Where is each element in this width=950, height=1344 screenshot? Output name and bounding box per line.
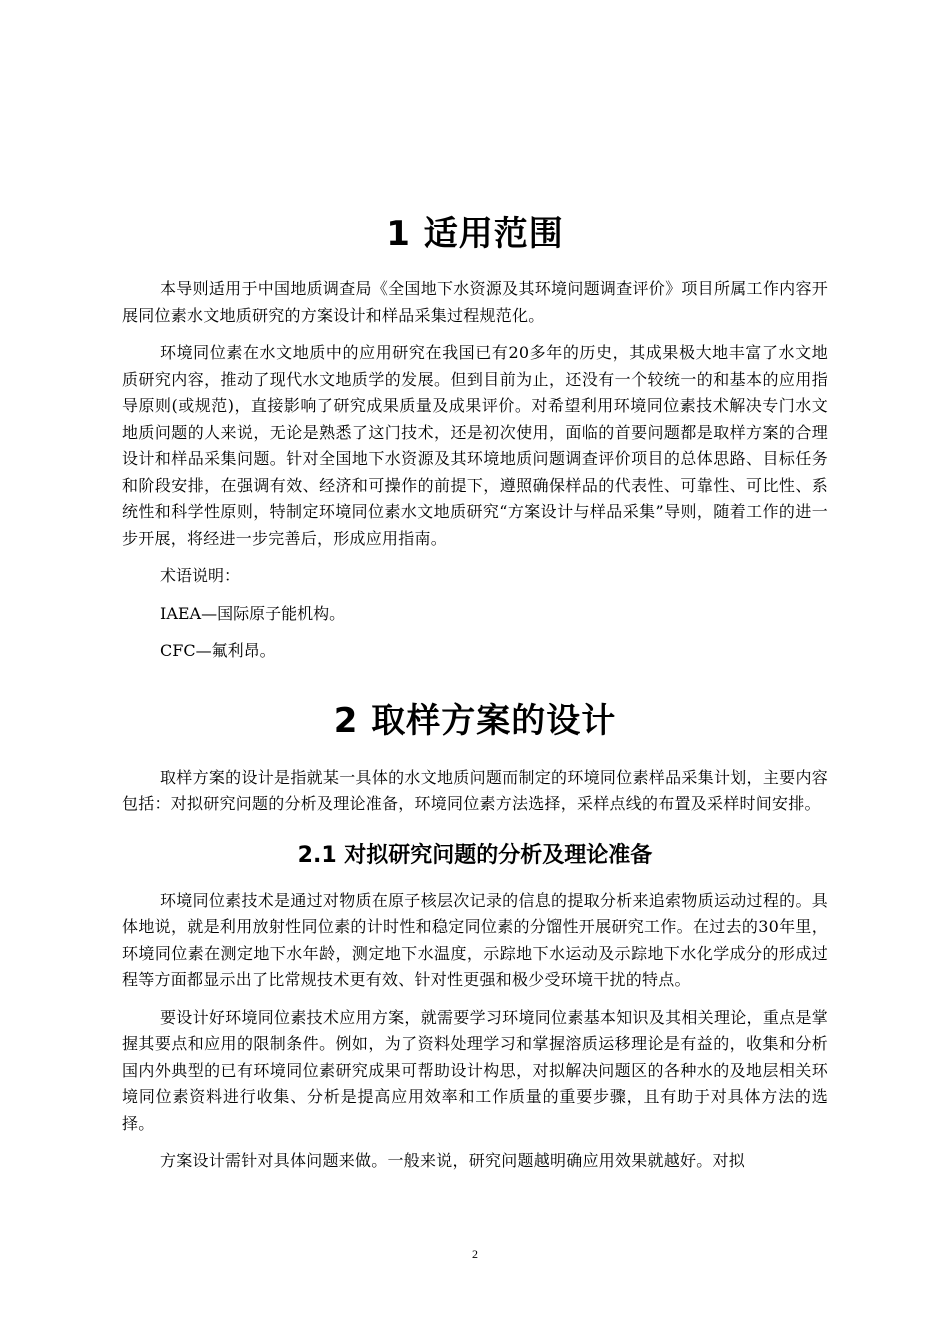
subsection-paragraph: 方案设计需针对具体问题来做。一般来说，研究问题越明确应用效果就越好。对拟 <box>160 1151 746 1170</box>
section-2-intro: 取样方案的设计是指就某一具体的水文地质问题而制定的环境同位素样品采集计划，主要内容包括：对拟研究问题的分析及理论准备，环境同位素方法选择，采样点线的布置及采样时间安排。 <box>122 767 828 813</box>
section-1-heading: 1 适用范围 <box>386 214 564 254</box>
section-2-heading: 2 取样方案的设计 <box>333 700 617 741</box>
terms-label: 术语说明： <box>160 566 241 585</box>
term-item: CFC—氟利昂。 <box>160 641 276 660</box>
subsection-paragraph: 环境同位素技术是通过对物质在原子核层次记录的信息的提取分析来追索物质运动过程的。具体地说，就是利用放射性同位素的计时性和稳定同位素的分馏性开展研究工作。在过去的30年里，环境同位素在测定地下水年龄，测定地下水温度，示踪地下水运动及示踪地下水化学成分的形成过程等方面都显示出了比常规技术更有效、针对性更强和极少受环境干扰的特点。 <box>122 890 828 989</box>
term-item: IAEA—国际原子能机构。 <box>160 603 346 623</box>
page-number: 2 <box>472 1247 478 1261</box>
section-1-paragraph: 本导则适用于中国地质调查局《全国地下水资源及其环境问题调查评价》项目所属工作内容开展同位素水文地质研究的方案设计和样品采集过程规范化。 <box>122 279 828 325</box>
subsection-paragraph: 要设计好环境同位素技术应用方案，就需要学习环境同位素基本知识及其相关理论，重点是掌握其要点和应用的限制条件。例如，为了资料处理学习和掌握溶质运移理论是有益的，收集和分析国内外典型的已有环境同位素研究成果可帮助设计构思，对拟解决问题区的各种水的及地层相关环境同位素资料进行收集、分析是提高应用效率和工作质量的重要步骤，且有助于对具体方法的选择。 <box>122 1007 828 1133</box>
section-1-paragraph: 环境同位素在水文地质中的应用研究在我国已有20多年的历史，其成果极大地丰富了水文地质研究内容，推动了现代水文地质学的发展。但到目前为止，还没有一个较统一的和基本的应用指导原则(或规范)，直接影响了研究成果质量及成果评价。对希望利用环境同位素技术解决专门水文地质问题的人来说，无论是熟悉了这门技术，还是初次使用，面临的首要问题都是取样方案的合理设计和样品采集问题。针对全国地下水资源及其环境地质问题调查评价项目的总体思路、目标任务和阶段安排，在强调有效、经济和可操作的前提下，遵照确保样品的代表性、可靠性、可比性、系统性和科学性原则，特制定环境同位素水文地质研究“方案设计与样品采集”导则，随着工作的进一步开展，将经进一步完善后，形成应用指南。 <box>122 343 828 548</box>
subsection-2-1-heading: 2.1 对拟研究问题的分析及理论准备 <box>297 842 653 868</box>
page-content <box>122 196 828 1186</box>
